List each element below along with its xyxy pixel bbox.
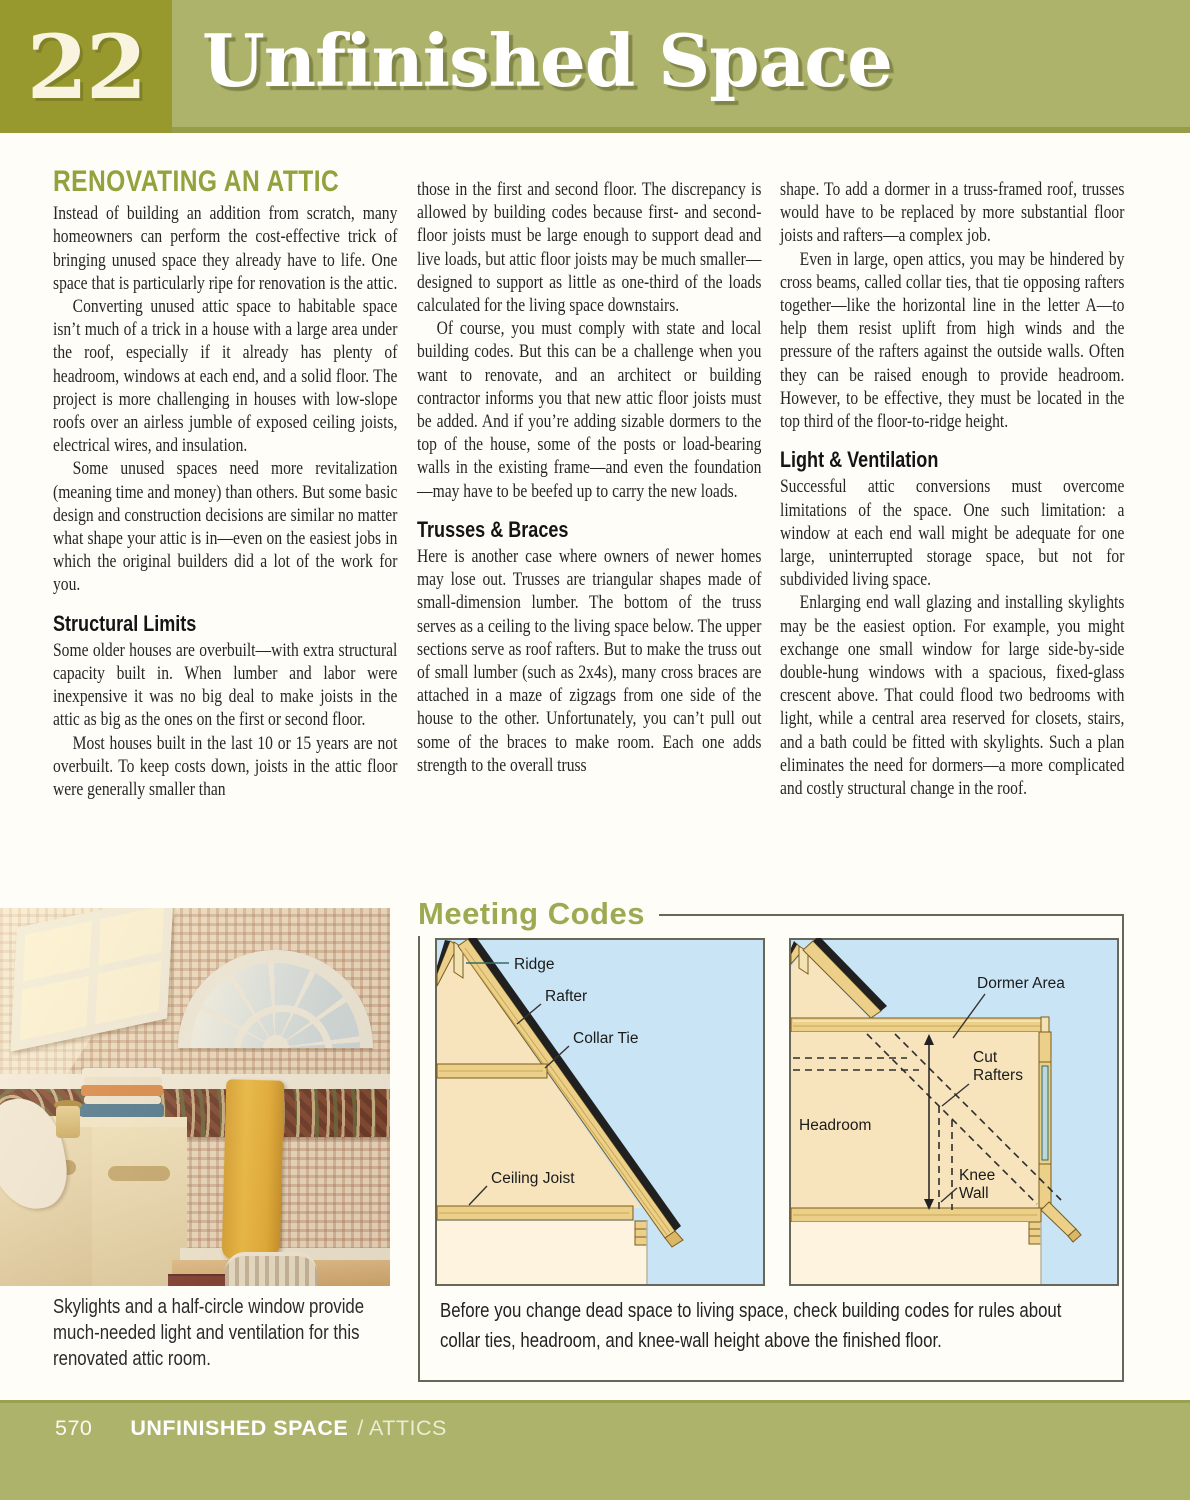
label-ceiling-joist: Ceiling Joist (491, 1170, 575, 1187)
paragraph: Here is another case where owners of newer homes may lose out. Trusses are triangular shapes made of small-dimension lumber. The bottom of the truss serves as a ceiling to the living space below. The upper sections serve as roof rafters. But to make the truss out of small lumber (such as 2x4s), many cross braces are attached in a maze of zigzags from one side of the house to the other. Unfortunately, you can’t pull out some of the braces to make room. Each one adds strength to the overall truss (417, 546, 762, 776)
paragraph: Most houses built in the last 10 or 15 years are not overbuilt. To keep costs down, joists in the attic floor were generally smaller than (53, 732, 398, 801)
page-number: 570 (55, 1416, 93, 1440)
header-band-edge (0, 127, 1190, 133)
paragraph: those in the first and second floor. The discrepancy is allowed by building codes because first- and second-floor joists must be large enough to support dead and live loads, but attic floor joists may be much smaller—designed to support as little as one-third of the loads calculated for the living space downstairs. (417, 179, 762, 317)
meeting-codes-caption: Before you change dead space to living space, check building codes for rules about collar ties, headroom, and knee-wall height above the finished floor. (440, 1299, 1062, 1352)
paragraph: Enlarging end wall glazing and installing skylights may be the easiest option. For example, you might exchange one small window for large side-by-side double-hung windows with a spacious, fixed-glass crescent above. That could flood two bedrooms with light, while a central area reserved for closets, stairs, and a bath could be fitted with skylights. Such a plan eliminates the need for dormers—a more complicated and costly structural change in the roof. (780, 592, 1125, 800)
label-headroom: Headroom (799, 1117, 872, 1134)
meeting-codes-title: Meeting Codes (418, 896, 659, 936)
svg-text:Rafters: Rafters (973, 1067, 1023, 1084)
chapter-title: Unfinished Space (202, 18, 892, 103)
subheading-light-ventilation: Light & Ventilation (780, 447, 939, 473)
label-ridge: Ridge (514, 956, 555, 973)
wall-below (437, 1221, 647, 1284)
paragraph: Some older houses are overbuilt—with extra structural capacity built in. When lumber and labor were inexpensive it was no big deal to make joists in the attic as big as the ones on the first or second floor. (53, 639, 398, 731)
page-footer-band (0, 1400, 1190, 1500)
photo-caption: Skylights and a half-circle window provide much-needed light and ventilation for this renovated attic room. (53, 1295, 365, 1370)
chapter-number: 22 (26, 14, 146, 119)
footer-section: UNFINISHED SPACE (130, 1416, 349, 1440)
meeting-codes-box (418, 898, 1124, 1382)
paragraph: Even in large, open attics, you may be hindered by cross beams, called collar ties, that tie opposing rafters together—like the horizontal line in the letter A—to help them resist uplift from high winds and the pressure of the rafters against the outside walls. Often they can be raised enough to provide headroom. However, to be effective, they must be located in the top third of the floor-to-ridge height. (780, 248, 1125, 433)
label-dormer-area: Dormer Area (977, 975, 1065, 992)
dormer-window (1042, 1066, 1048, 1160)
paragraph: Successful attic conversions must overcome limitations of the space. One such limitation: a window at each end wall might be adequate for one large, uninterrupted storage space, but not for subdivided living space. (780, 476, 1125, 591)
paragraph: Of course, you must comply with state and local building codes. But this can be a challenge when you want to renovate, and an architect or building contractor informs you that new attic floor joists must be added. And if you’re adding sizable dormers to the top of the house, some of the posts or load-bearing walls in the existing frame—and even the foundation—may have to be beefed up to carry the new loads. (417, 318, 762, 502)
label-knee-wall: Knee (959, 1167, 996, 1184)
diagram-dormer-framing (788, 938, 1120, 1286)
section-heading: RENOVATING AN ATTIC (53, 165, 340, 198)
svg-text:Wall: Wall (959, 1185, 989, 1202)
dormer-roof-beam (791, 1018, 1047, 1032)
text-column-2 (417, 178, 761, 777)
label-cut-rafters: Cut (973, 1049, 998, 1066)
diagram-attic-framing (434, 938, 766, 1286)
text-column-3 (780, 178, 1124, 800)
footer-subsection: / ATTICS (357, 1416, 447, 1440)
subheading-trusses-braces: Trusses & Braces (417, 516, 569, 542)
footer-text (55, 1416, 447, 1441)
attic-room-photo (0, 908, 390, 1286)
paragraph: shape. To add a dormer in a truss-framed roof, trusses would have to be replaced by more substantial floor joists and rafters—a complex job. (780, 179, 1125, 247)
subheading-structural-limits: Structural Limits (53, 610, 197, 636)
paragraph: Instead of building an addition from scratch, many homeowners can perform the cost-effective trick of bringing unused space they already have to life. One space that is particularly ripe for renovation is the attic. (53, 203, 398, 294)
text-column-1 (53, 165, 398, 801)
label-rafter: Rafter (545, 988, 588, 1005)
paragraph: Converting unused attic space to habitable space isn’t much of a trick in a house with a large area under the roof, especially if it already has plenty of headroom, windows at each end, and a solid floor. The project is more challenging in houses with low-slope roofs over an airless jumble of exposed ceiling joists, electrical wires, and insulation. (53, 296, 398, 457)
chapter-number-box (0, 0, 172, 133)
label-collar-tie: Collar Tie (573, 1030, 639, 1047)
paragraph: Some unused spaces need more revitalization (meaning time and money) than others. But some basic design and construction decisions are similar no matter what shape your attic is in—even on the easiest jobs in which the original builders did a lot of the work for you. (53, 458, 398, 596)
photo-light-overlay (0, 908, 390, 1286)
chapter-header-band (0, 0, 1190, 133)
